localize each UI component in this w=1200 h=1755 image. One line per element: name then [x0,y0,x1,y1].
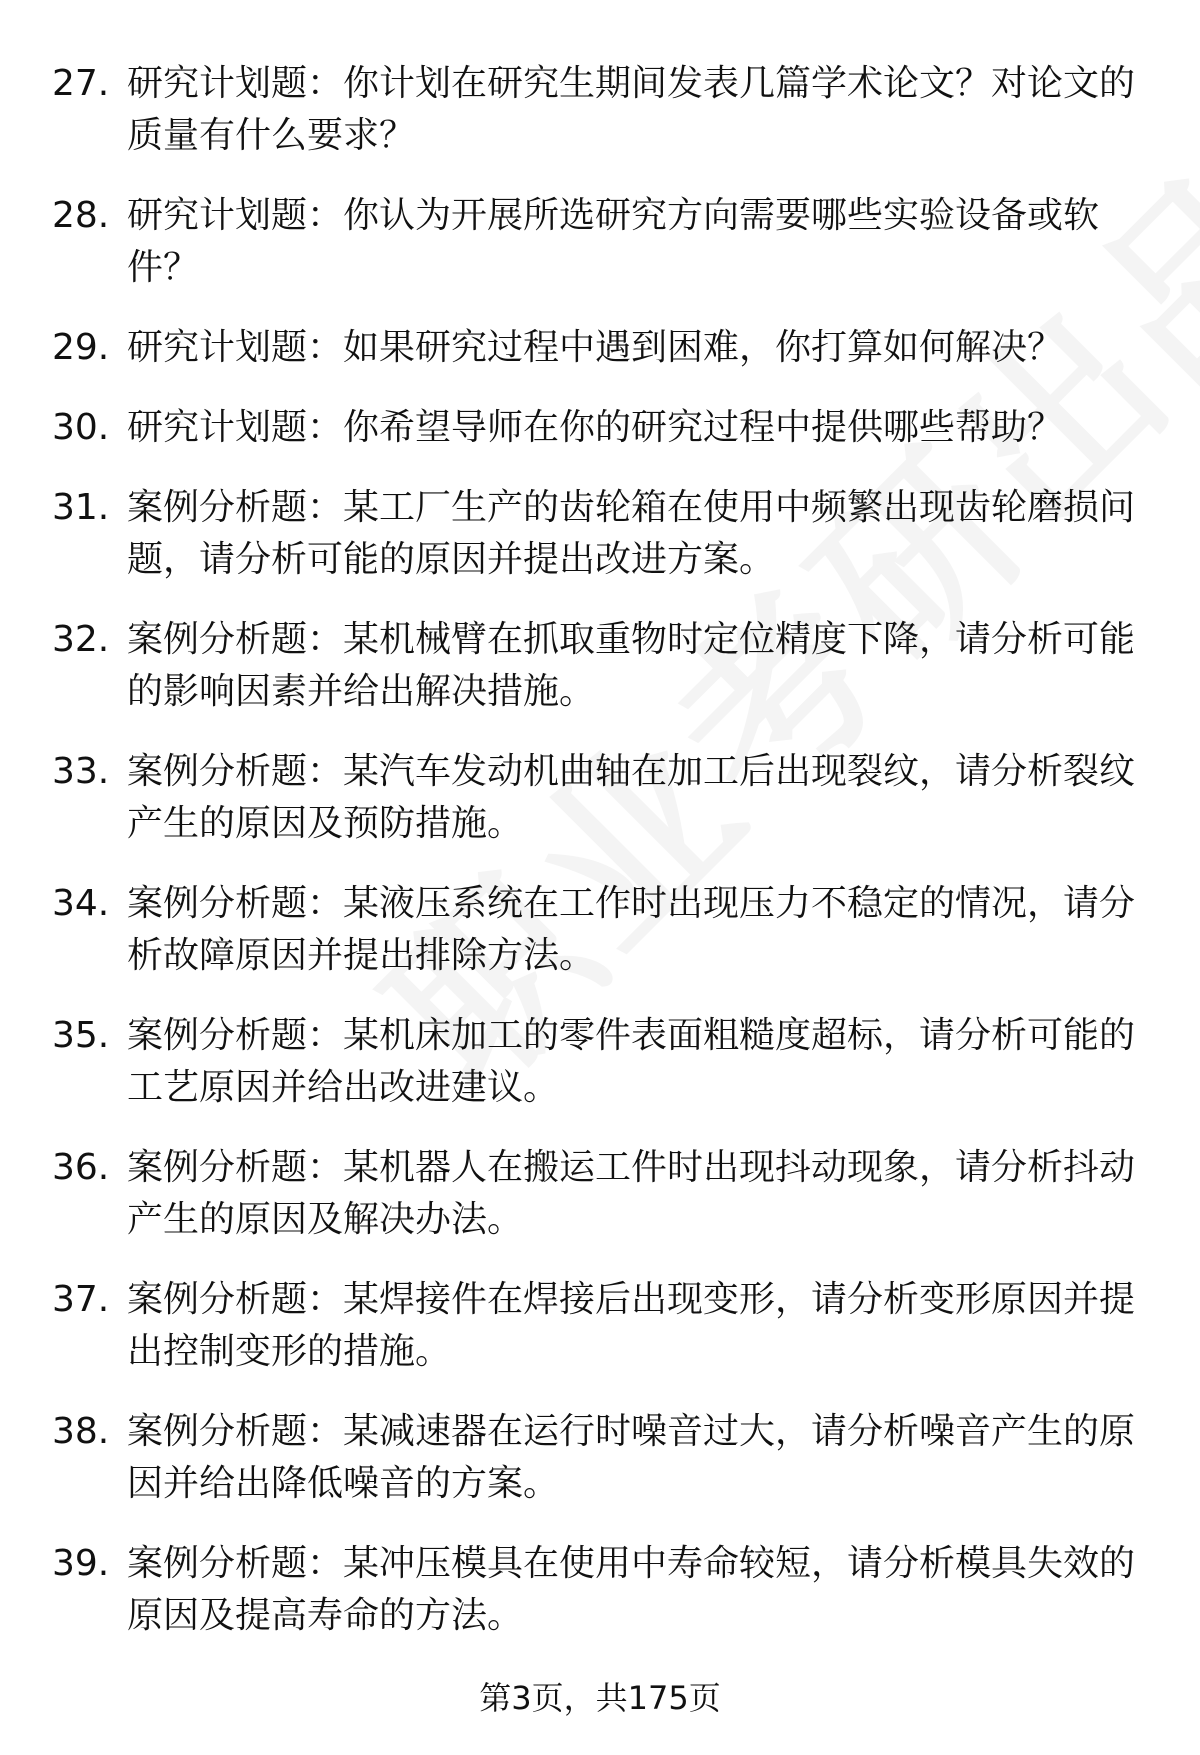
question-number: 33. [52,751,110,792]
question-text: 案例分析题：某减速器在运行时噪音过大，请分析噪音产生的原因并给出降低噪音的方案。 [127,1411,1136,1504]
question-item [0,1406,1200,1510]
question-item [0,322,1200,374]
question-number: 38. [52,1411,110,1452]
question-item [0,746,1200,850]
question-text: 研究计划题：你认为开展所选研究方向需要哪些实验设备或软件？ [127,195,1100,288]
question-number: 29. [52,327,110,368]
question-number: 31. [52,487,110,528]
question-number: 34. [52,883,110,924]
page-footer: 第3页，共175页 [479,1679,721,1717]
question-text: 案例分析题：某冲压模具在使用中寿命较短，请分析模具失效的原因及提高寿命的方法。 [127,1543,1136,1636]
question-number: 28. [52,195,110,236]
question-item [0,614,1200,718]
question-item [0,1274,1200,1378]
question-item [0,1538,1200,1642]
question-text: 案例分析题：某机器人在搬运工件时出现抖动现象，请分析抖动产生的原因及解决办法。 [127,1147,1136,1240]
question-number: 32. [52,619,110,660]
question-number: 27. [52,63,110,104]
question-item [0,190,1200,294]
question-text: 案例分析题：某液压系统在工作时出现压力不稳定的情况，请分析故障原因并提出排除方法。 [127,883,1136,976]
question-item [0,402,1200,454]
question-text: 案例分析题：某焊接件在焊接后出现变形，请分析变形原因并提出控制变形的措施。 [127,1279,1136,1372]
question-number: 36. [52,1147,110,1188]
question-text: 案例分析题：某工厂生产的齿轮箱在使用中频繁出现齿轮磨损问题，请分析可能的原因并提出改进方案。 [127,487,1136,580]
question-number: 30. [52,407,110,448]
question-number: 37. [52,1279,110,1320]
question-item [0,1010,1200,1114]
question-text: 案例分析题：某汽车发动机曲轴在加工后出现裂纹，请分析裂纹产生的原因及预防措施。 [127,751,1136,844]
question-item [0,1142,1200,1246]
question-text: 研究计划题：如果研究过程中遇到困难，你打算如何解决？ [127,327,1064,368]
question-item [0,878,1200,982]
question-number: 35. [52,1015,110,1056]
question-text: 案例分析题：某机床加工的零件表面粗糙度超标，请分析可能的工艺原因并给出改进建议。 [127,1015,1136,1108]
question-list [0,58,1200,1670]
question-text: 研究计划题：你希望导师在你的研究过程中提供哪些帮助？ [127,407,1064,448]
question-number: 39. [52,1543,110,1584]
question-item [0,482,1200,586]
question-text: 研究计划题：你计划在研究生期间发表几篇学术论文？对论文的质量有什么要求？ [127,63,1136,156]
question-item [0,58,1200,162]
question-text: 案例分析题：某机械臂在抓取重物时定位精度下降，请分析可能的影响因素并给出解决措施。 [127,619,1136,712]
